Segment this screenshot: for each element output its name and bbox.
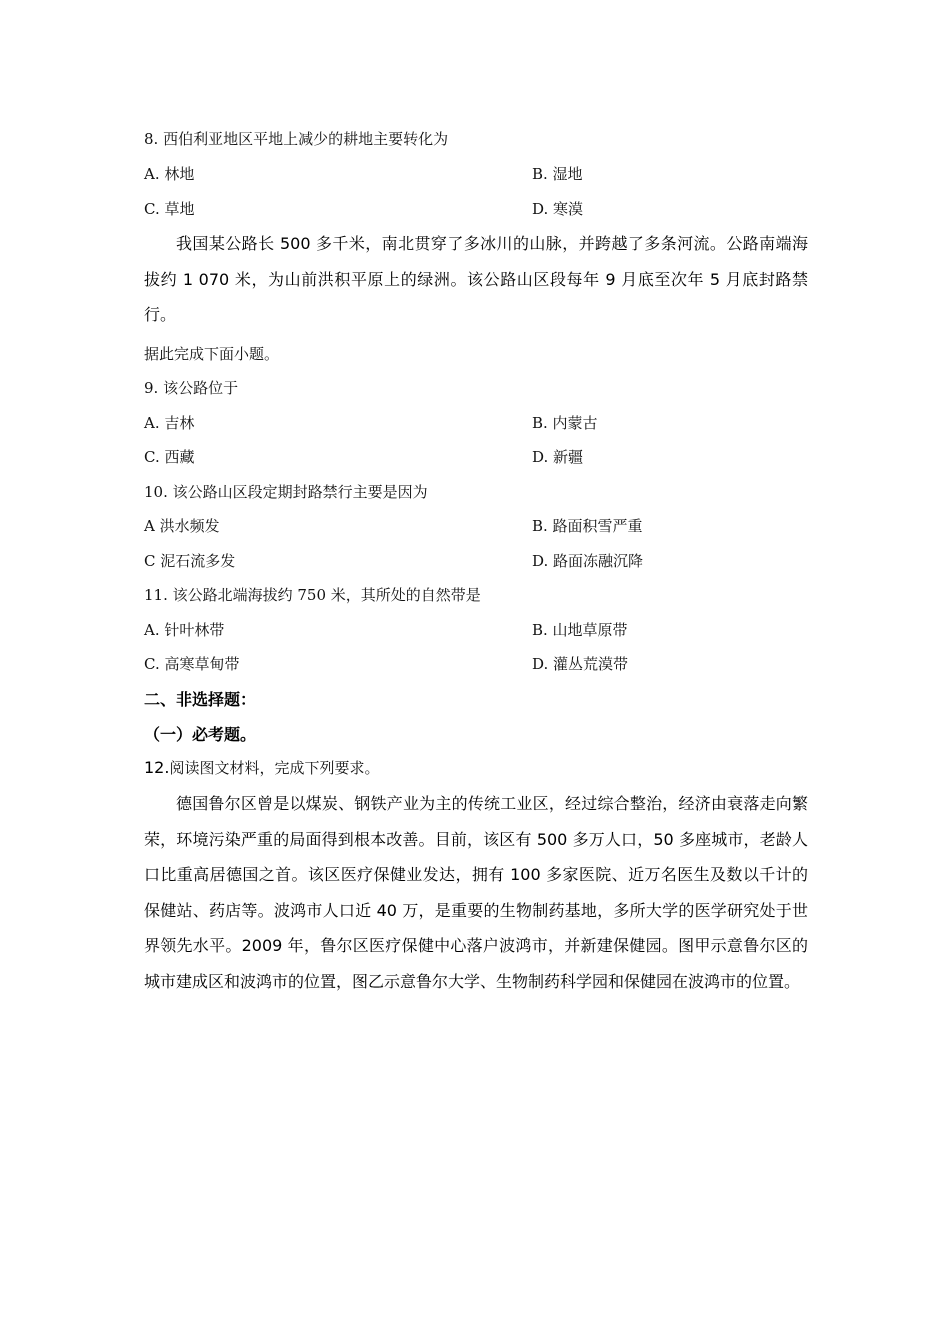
q10-stem: 10. 该公路山区段定期封路禁行主要是因为	[144, 483, 428, 501]
q9-option-a: A. 吉林	[144, 414, 195, 432]
q8-option-d: D. 寒漠	[532, 200, 584, 218]
q11-option-a: A. 针叶林带	[144, 621, 225, 639]
q12-number: 12.	[144, 758, 170, 777]
q11-stem: 11. 该公路北端海拔约 750 米，其所处的自然带是	[144, 586, 481, 604]
q8-stem: 8. 西伯利亚地区平地上减少的耕地主要转化为	[144, 130, 449, 148]
q11-option-b: B. 山地草原带	[532, 621, 628, 639]
material-instruction: 据此完成下面小题。	[144, 345, 280, 363]
material-paragraph-road: 我国某公路长 500 多千米，南北贯穿了多冰川的山脉，并跨越了多条河流。公路南端海拔约 1 070 米，为山前洪积平原上的绿洲。该公路山区段每年 9 月底至次年 5 月底封路禁行。	[144, 234, 808, 324]
q9-stem: 9. 该公路位于	[144, 379, 239, 397]
q11-option-d: D. 灌丛荒漠带	[532, 655, 629, 673]
q8-option-a: A. 林地	[144, 165, 195, 183]
q10-option-d: D. 路面冻融沉降	[532, 552, 644, 570]
q10-option-b: B. 路面积雪严重	[532, 517, 643, 535]
q10-option-a: A 洪水频发	[144, 517, 220, 535]
q9-option-d: D. 新疆	[532, 448, 584, 466]
q12-stem: 阅读图文材料，完成下列要求。	[169, 759, 380, 777]
q8-option-b: B. 湿地	[532, 165, 583, 183]
q11-option-c: C. 高寒草甸带	[144, 655, 240, 673]
q8-option-c: C. 草地	[144, 200, 195, 218]
q12-header	[144, 757, 379, 778]
q10-option-c: C 泥石流多发	[144, 552, 236, 570]
section-title: 二、非选择题：	[144, 690, 257, 709]
q9-option-c: C. 西藏	[144, 448, 195, 466]
section-subtitle: （一）必考题。	[144, 725, 257, 744]
q12-material-paragraph: 德国鲁尔区曾是以煤炭、钢铁产业为主的传统工业区，经过综合整治，经济由衰落走向繁荣，环境污染严重的局面得到根本改善。目前，该区有 500 多万人口，50 多座城市，老龄人口比重高居德国之首。该区医疗保健业发达，拥有 100 多家医院、近万名医生及数以千计的保健站、药店等。波鸿市人口近 40 万，是重要的生物制药基地，多所大学的医学研究处于世界领先水平。2009 年，鲁尔区医疗保健中心落户波鸿市，并新建保健园。图甲示意鲁尔区的城市建成区和波鸿市的位置，图乙示意鲁尔大学、生物制药科学园和保健园在波鸿市的位置。	[144, 794, 808, 991]
q9-option-b: B. 内蒙古	[532, 414, 598, 432]
